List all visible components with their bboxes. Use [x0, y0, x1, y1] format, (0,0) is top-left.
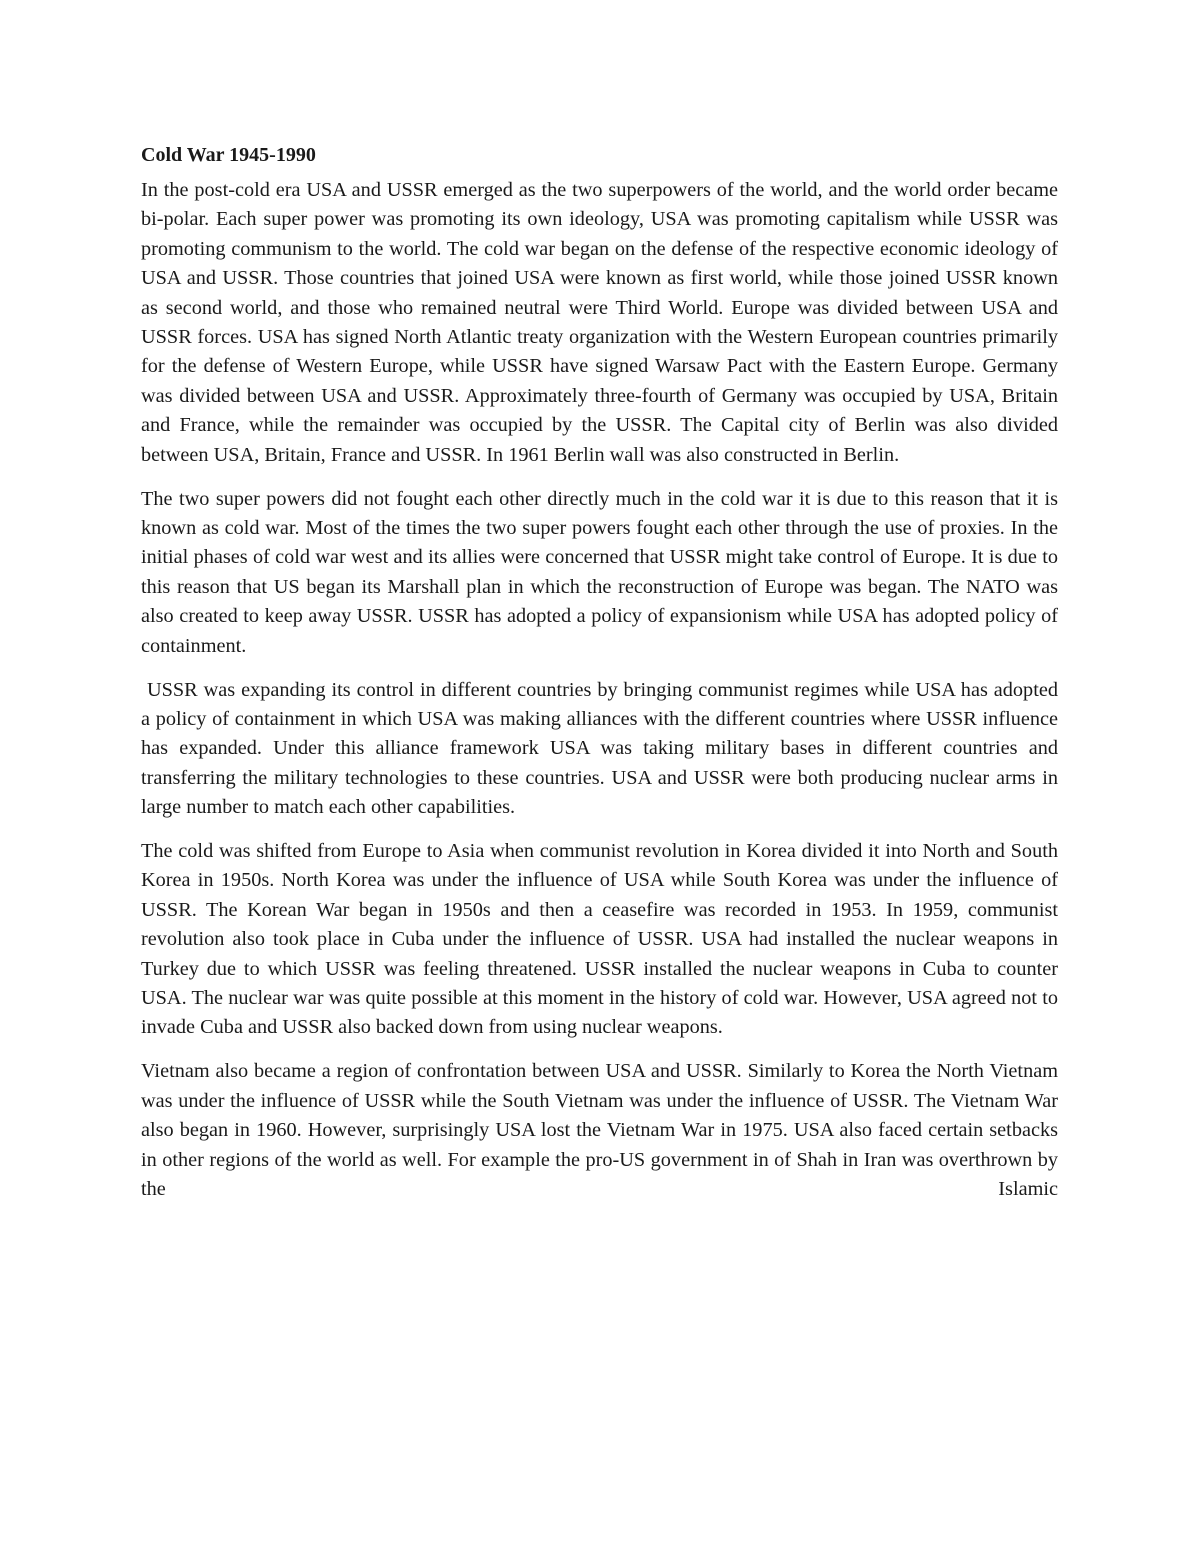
paragraph-5: Vietnam also became a region of confrontation between USA and USSR. Similarly to Korea the North Vietnam was under the influence of USSR while the South Vietnam was under the influence of USSR. The Vietnam War also began in 1960. However, surprisingly USA lost the Vietnam War in 1975. USA also faced certain setbacks in other regions of the world as well. For example the pro-US government in of Shah in Iran was overthrown by the Islamic — [141, 1060, 1058, 1200]
document-title: Cold War 1945-1990 — [141, 144, 316, 166]
paragraph-2: The two super powers did not fought each other directly much in the cold war it is due to this reason that it is known as cold war. Most of the times the two super powers fought each other through the use of proxies. In the initial phases of cold war west and its allies were concerned that USSR might take control of Europe. It is due to this reason that US began its Marshall plan in which the reconstruction of Europe was began. The NATO was also created to keep away USSR. USSR has adopted a policy of expansionism while USA has adopted policy of containment. — [141, 487, 1058, 657]
document-page — [141, 140, 1064, 1219]
paragraph-1: In the post-cold era USA and USSR emerged as the two superpowers of the world, and the world order became bi-polar. Each super power was promoting its own ideology, USA was promoting capitalism while USSR was promoting communism to the world. The cold war began on the defense of the respective economic ideology of USA and USSR. Those countries that joined USA were known as first world, while those joined USSR known as second world, and those who remained neutral were Third World. Europe was divided between USA and USSR forces. USA has signed North Atlantic treaty organization with the Western European countries primarily for the defense of Western Europe, while USSR have signed Warsaw Pact with the Eastern Europe. Germany was divided between USA and USSR. Approximately three-fourth of Germany was occupied by USA, Britain and France, while the remainder was occupied by the USSR. The Capital city of Berlin was also divided between USA, Britain, France and USSR. In 1961 Berlin wall was also constructed in Berlin. — [141, 179, 1058, 466]
paragraph-4: The cold was shifted from Europe to Asia when communist revolution in Korea divided it into North and South Korea in 1950s. North Korea was under the influence of USA while South Korea was under the influence of USSR. The Korean War began in 1950s and then a ceasefire was recorded in 1953. In 1959, communist revolution also took place in Cuba under the influence of USSR. USA had installed the nuclear weapons in Turkey due to which USSR was feeling threatened. USSR installed the nuclear weapons in Cuba to counter USA. The nuclear war was quite possible at this moment in the history of cold war. However, USA agreed not to invade Cuba and USSR also backed down from using nuclear weapons. — [141, 840, 1058, 1039]
paragraph-3: USSR was expanding its control in different countries by bringing communist regimes while USA has adopted a policy of containment in which USA was making alliances with the different countries where USSR influence has expanded. Under this alliance framework USA was taking military bases in different countries and transferring the military technologies to these countries. USA and USSR were both producing nuclear arms in large number to match each other capabilities. — [141, 678, 1064, 819]
